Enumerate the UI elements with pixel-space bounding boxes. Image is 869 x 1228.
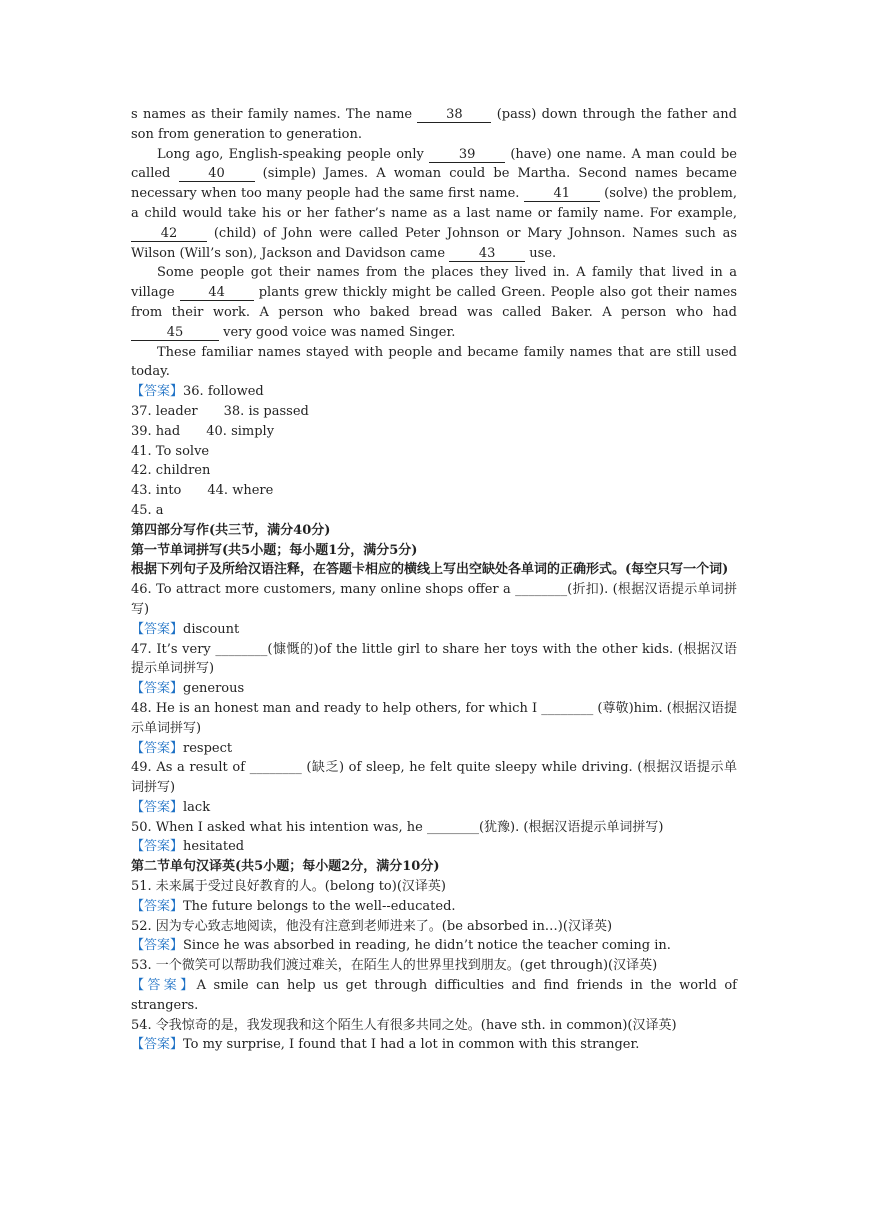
- blank-39: 39: [429, 147, 505, 163]
- blank-44: 44: [180, 285, 254, 301]
- question-46: 46. To attract more customers, many online shops offer a ________(折扣). (根据汉语提示单词拼写): [131, 582, 737, 617]
- question-49: 49. As a result of ________ (缺乏) of sleep, he felt quite sleepy while driving. (根据汉语提示单词拼写): [131, 760, 737, 796]
- answer-53-row: 【答案】A smile can help us get through difficulties and find friends in the world of strangers.: [131, 978, 737, 1013]
- part-2-title: 第二节单句汉译英(共5小题；每小题2分，满分10分): [131, 859, 440, 875]
- answer-51: The future belongs to the well--educated.: [183, 898, 456, 914]
- passage-paragraph-2: Some people got their names from the places they lived in. A family that lived in a village 44 plants grew thickly might be called Green. People also got their names from their work. A person who baked bread was called Baker. A person who had 45 very good voice was named Singer.: [131, 265, 738, 340]
- section-4-title: 第四部分写作(共三节，满分40分): [131, 522, 331, 538]
- answer-46-row: 【答案】discount: [131, 621, 240, 637]
- answer-46: discount: [183, 621, 240, 637]
- question-52: 52. 因为专心致志地阅读，他没有注意到老师进来了。(be absorbed in…)(汉译英): [131, 918, 613, 934]
- answer-40: 40. simply: [206, 423, 275, 439]
- question-53: 53. 一个微笑可以帮助我们渡过难关，在陌生人的世界里找到朋友。(get through)(汉译英): [131, 958, 658, 974]
- answer-43: 43. into: [131, 483, 182, 499]
- question-48: 48. He is an honest man and ready to help others, for which I ________ (尊敬)him. (根据汉语提示单词拼写): [131, 700, 737, 736]
- answer-54: To my surprise, I found that I had a lot in common with this stranger.: [183, 1037, 640, 1053]
- part-1-title: 第一节单词拼写(共5小题；每小题1分，满分5分): [131, 542, 418, 558]
- answer-48-row: 【答案】respect: [131, 740, 233, 756]
- question-47: 47. It’s very ________(慷慨的)of the little girl to share her toys with the other kids. (根据汉语提示单词拼写): [131, 641, 737, 677]
- question-50: 50. When I asked what his intention was, he ________(犹豫). (根据汉语提示单词拼写): [131, 819, 664, 835]
- passage-paragraph-3: These familiar names stayed with people and became family names that are still used today.: [131, 344, 737, 380]
- blank-40: 40: [179, 166, 255, 182]
- answer-44: 44. where: [207, 483, 274, 499]
- answer-50: hesitated: [183, 839, 245, 855]
- answer-52: Since he was absorbed in reading, he didn’t notice the teacher coming in.: [183, 938, 671, 954]
- answer-37: 37. leader: [131, 403, 198, 419]
- answer-36: 36. followed: [183, 384, 264, 400]
- document-page: [131, 105, 737, 1055]
- passage-paragraph-0: s names as their family names. The name 38 (pass) down through the father and son from generation to generation.: [131, 107, 737, 142]
- answer-49-row: 【答案】lack: [131, 799, 211, 815]
- blank-43: 43: [449, 246, 525, 262]
- cloze-answers: [131, 382, 737, 521]
- passage-paragraph-1: Long ago, English-speaking people only 39 (have) one name. A man could be called 40 (simple) James. A woman could be Martha. Second names became necessary when too many people had the same first name. 41 (solve) the problem, a child would take his or her father’s name as a last name or family name. For example, 42 (child) of John were called Peter Johnson or Mary Johnson. Names such as Wilson (Will’s son), Jackson and Davidson came 43 use.: [131, 146, 738, 261]
- answer-42: 42. children: [131, 463, 211, 479]
- blank-38: 38: [417, 107, 491, 123]
- answer-39: 39. had: [131, 423, 181, 439]
- answer-tag: 【答案】: [131, 384, 184, 400]
- answer-38: 38. is passed: [223, 403, 309, 419]
- blank-45: 45: [131, 325, 219, 341]
- answer-49: lack: [183, 799, 211, 815]
- answer-51-row: 【答案】The future belongs to the well--educated.: [131, 898, 456, 914]
- answer-41: 41. To solve: [131, 443, 210, 459]
- answer-47: generous: [183, 681, 245, 697]
- question-54: 54. 令我惊奇的是，我发现我和这个陌生人有很多共同之处。(have sth. in common)(汉译英): [131, 1017, 677, 1033]
- answer-47-row: 【答案】generous: [131, 681, 245, 697]
- answer-53: A smile can help us get through difficulties and find friends in the world of strangers.: [131, 978, 737, 1013]
- answer-50-row: 【答案】hesitated: [131, 839, 245, 855]
- answer-45: 45. a: [131, 502, 164, 518]
- answer-48: respect: [183, 740, 233, 756]
- answer-54-row: 【答案】To my surprise, I found that I had a lot in common with this stranger.: [131, 1037, 640, 1053]
- blank-42: 42: [131, 226, 207, 242]
- answer-52-row: 【答案】Since he was absorbed in reading, he didn’t notice the teacher coming in.: [131, 938, 671, 954]
- blank-41: 41: [524, 186, 600, 202]
- question-51: 51. 未来属于受过良好教育的人。(belong to)(汉译英): [131, 879, 446, 895]
- part-1-instruction: 根据下列句子及所给汉语注释，在答题卡相应的横线上写出空缺处各单词的正确形式。(每空只写一个词): [131, 562, 729, 578]
